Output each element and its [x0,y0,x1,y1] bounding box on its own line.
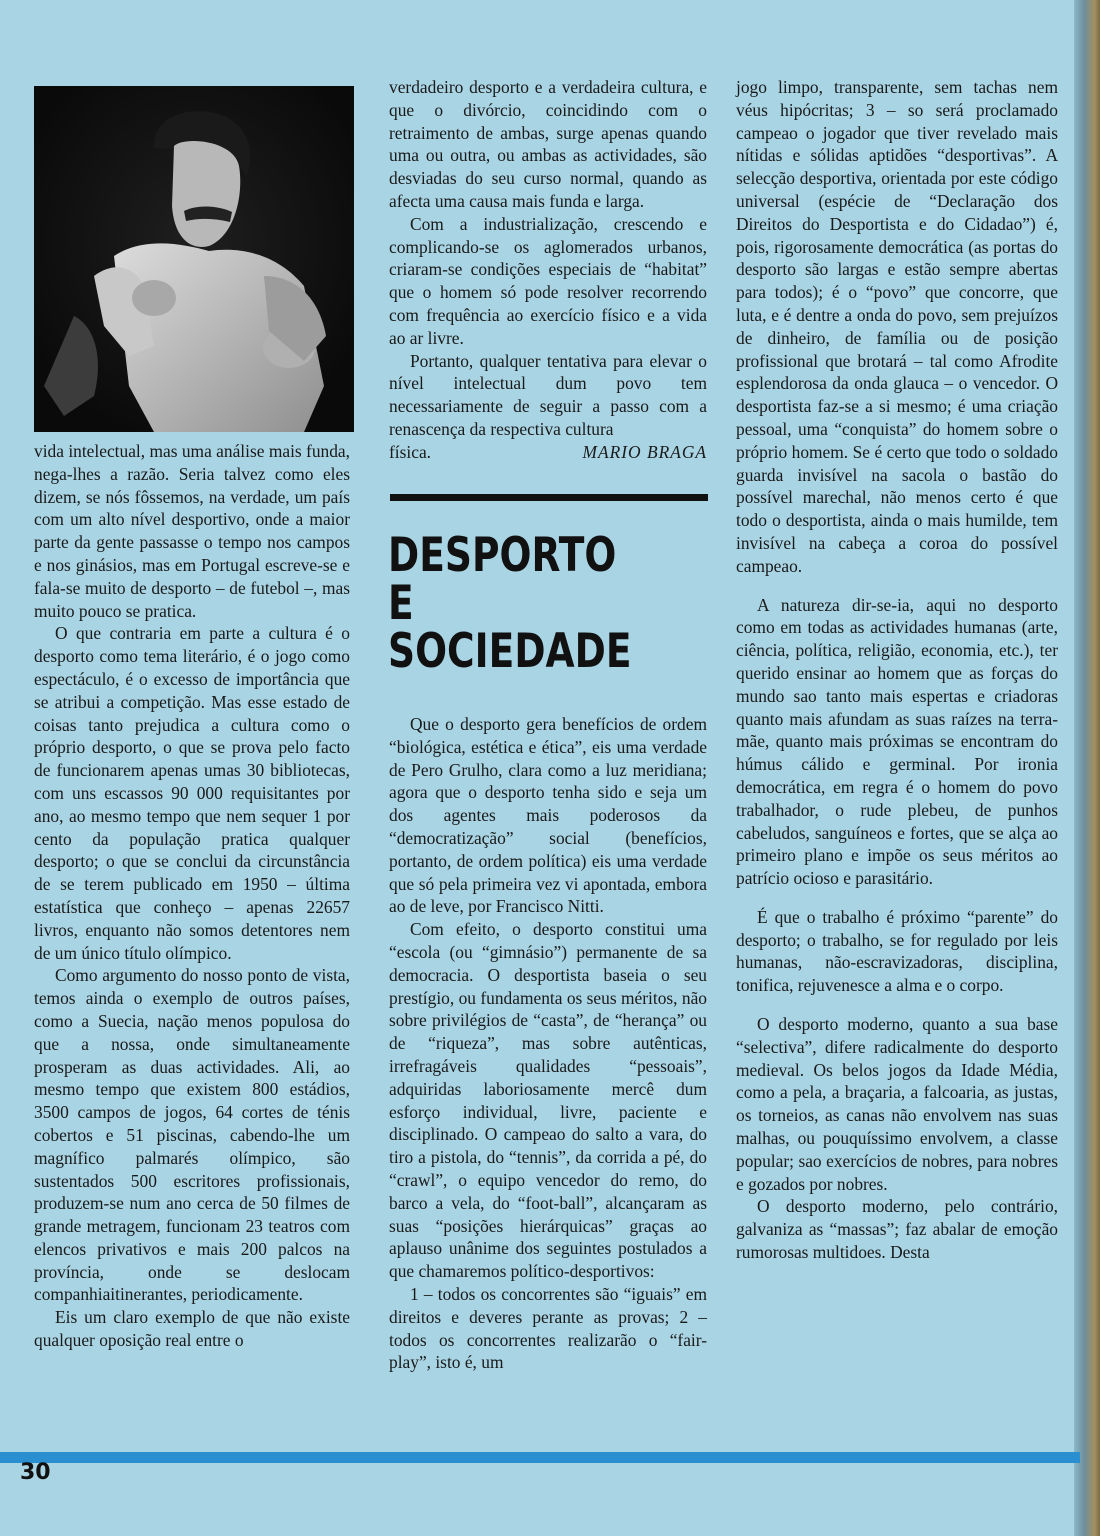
paragraph: jogo limpo, transparente, sem tachas nem véus hipócritas; 3 – so será proclamado campeao o jogador que tiver revelado mais nítidas e sólidas aptidões “desportivas”. A selecção desportiva, orientada por este código universal (espécie de “Declaração dos Direitos do Desportista e do Cidadao”) é, pois, rigorosamente democrática (as portas do desporto são largas e estão sempre abertas para todos); é o “povo” que concorre, que luta, e é dentre a onda do povo, sem prejuízos de dinheiro, de família ou de posição profissional que brotará – tal como Afrodite esplendorosa da onda glauca – o vencedor. O desportista faz-se a si mesmo; é uma criação pessoal, uma “conquista” do homem sobre o próprio homem. Se é certo que todo o soldado guarda invisível na sacola o bastão do possível marechal, não menos certo é que todo o desportista, ainda o mais humilde, tem invisível na cabeça a coroa do possível campeao. [736,77,1058,576]
paragraph: Com efeito, o desporto constitui uma “escola (ou “gimnásio”) permanente de sa democracia. O desportista baseia o seu prestígio, ou fundamenta os seus méritos, não sobre privilégios de “casta”, de “herança” ou de “riqueza”, mas sobre autênticas, irrefragáveis qualidades “pessoais”, adquiridas laboriosamente mercê dum esforço individual, livre, paciente e disciplinado. O campeao do salto a vara, do tiro a pistola, do “tennis”, da corrida a pé, do “crawl”, o equipo vencedor do remo, do barco a vela, do “foot-ball”, alcançaram as suas “posições hierárquicas” graças ao aplauso unânime dos seguintes postulados a que chamaremos político-desportivos: [389,919,707,1282]
paragraph: Com a industrialização, crescendo e complicando-se os aglomerados urbanos, criaram-se condições especiais de “habitat” que o homem só pode resolver recorrendo com frequência ao exercício físico e a vida ao ar livre. [389,213,707,348]
title-line: DESPORTO [388,528,617,583]
footer-bar [0,1452,1080,1463]
paragraph: 1 – todos os concorrentes são “iguais” em direitos e deveres perante as provas; 2 – todos os concorrentes realizarão o “fair-play”, isto é, um [389,1283,707,1373]
signature-line [389,441,707,464]
paragraph: É que o trabalho é próximo “parente” do desporto; o trabalho, se for regulado por leis humanas, não-escravizadoras, disciplina, tonifica, rejuvenesce a alma e o corpo. [736,906,1058,996]
left-column [34,440,350,1352]
paragraph: Como argumento do nosso ponto de vista, temos ainda o exemplo de outros países, como a Suecia, nação menos populosa do que a nossa, onde simultaneamente prosperam as duas actividades. Ali, ao mesmo tempo que existem 800 estádios, 3500 campos de jogos, 64 cortes de ténis cobertos e 51 piscinas, cabendo-lhe um magnífico palmarés olímpico, são sustentados 500 escritores profissionais, produzem-se num ano cerca de 50 filmes de grande metragem, funcionam 23 teatros com elencos privativos e mais 200 palcos na província, onde se deslocam companhiaitinerantes, periodicamente. [34,965,350,1305]
right-column [736,76,1058,1264]
paragraph: verdadeiro desporto e a verdadeira cultura, e que o divórcio, coincidindo com o retraimento de ambas, surge apenas quando uma ou outra, ou ambas as actividades, são desviadas do seu curso normal, quando as afecta uma causa mais funda e larga. [389,77,707,211]
section-divider [390,494,708,501]
middle-column-top [389,76,707,464]
paragraph: O que contraria em parte a cultura é o desporto como tema literário, é o jogo como espectáculo, é o excesso de importância que se atribui a competição. Mas esse estado de coisas tanto prejudica a cultura como o próprio desporto, o que se prova pelo facto de funcionarem apenas umas 30 bibliotecas, com uns escassos 90 000 requisitantes por ano, ao mesmo tempo que nem sequer 1 por cento da população pratica qualquer desporto; o que se conclui da circunstância de se terem publicado em 1950 – última estatística que conheço – apenas 22657 livros, enquanto não somos detentores nem de um único título olímpico. [34,623,350,963]
paragraph: Que o desporto gera benefícios de ordem “biológica, estética e ética”, eis uma verdade de Pero Grulho, clara como a luz meridiana; agora que o desporto tenha sido e seja um dos agentes mais poderosos da “democratização” social (benefícios, portanto, de ordem política) eis uma verdade que só pela primeira vez vi apontada, embora ao de leve, por Francisco Nitti. [389,714,707,917]
title-line: E [388,576,414,631]
page-number: 30 [20,1460,51,1485]
paragraph: Portanto, qualquer tentativa para elevar o nível intelectual dum povo tem necessariamente de seguir a passo com a renascença da respectiva cultura [389,350,707,439]
paragraph: O desporto moderno, pelo contrário, galvaniza as “massas”; faz abalar de emoção rumorosas multidoes. Desta [736,1196,1058,1263]
paragraph: vida intelectual, mas uma análise mais funda, nega-lhes a razão. Seria talvez como eles dizem, se nós fôssemos, na verdade, um país com um alto nível desportivo, onde a maior parte da gente passasse o tempo nos campos e nos ginásios, mas em Portugal escreve-se e fala-se muito de desporto – de futebol –, mas muito pouco se pratica. [34,441,350,621]
paragraph: Eis um claro exemplo de que não existe qualquer oposição real entre o [34,1307,350,1351]
middle-column-bottom [389,713,707,1374]
paragraph: O desporto moderno, quanto a sua base “selectiva”, difere radicalmente do desporto medieval. Os belos jogos da Idade Média, como a pela, a braçaria, a falcoaria, as justas, os torneios, as canas não envolvem nas suas malhas, ou pouquíssimo envolvem, a classe popular; sao exercícios de nobres, para nobres e gozados por nobres. [736,1014,1058,1194]
title-line: SOCIEDADE [388,624,632,679]
author-signature: MARIO BRAGA [582,441,707,462]
runner-photo [34,86,354,432]
closing-word: física. [389,441,432,462]
page-edge [1074,0,1100,1536]
article-title [388,528,644,679]
paragraph: A natureza dir-se-ia, aqui no desporto como em todas as actividades humanas (arte, ciência, política, religião, economia, etc.), ter querido ensinar ao homem que as forças do mundo sao tanto mais espertas e criadoras quanto mais afundam as suas raízes na terra-mãe, quanto mais próximas se encontram do húmus cálido e germinal. Por ironia democrática, em regra é o homem do povo trabalhador, o rude plebeu, de punhos cabeludos, sanguíneos e fortes, que se alça ao primeiro plano e impõe os seus méritos ao patrício ocioso e parasitário. [736,594,1058,889]
